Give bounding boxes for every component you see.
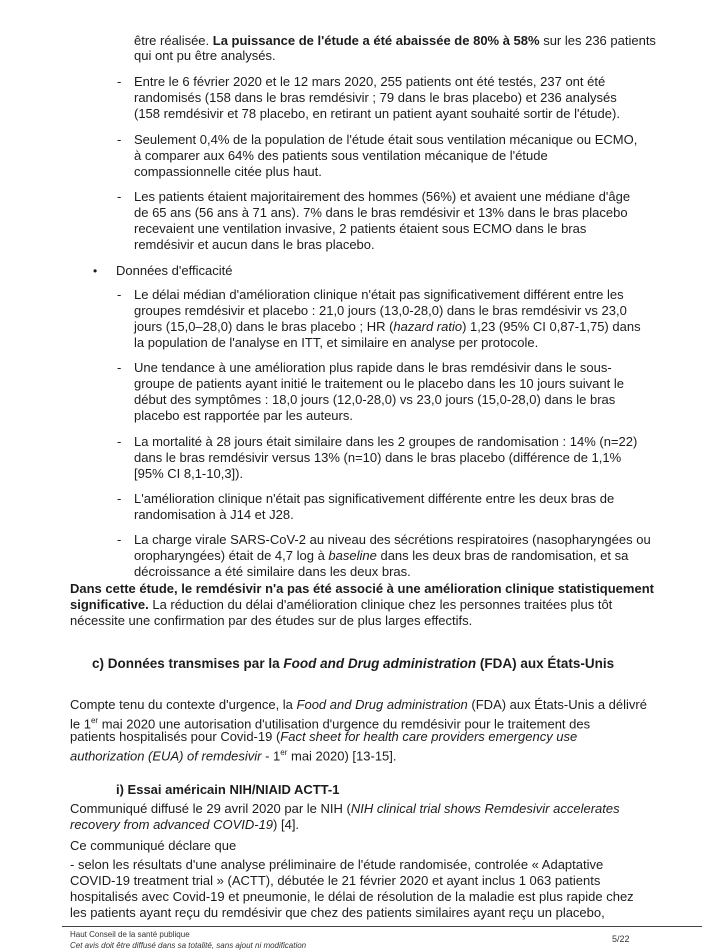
list-item-line: groupes remdésivir et placebo : 21,0 jours (13,0-28,0) dans le bras remdésivir vs 23,0 xyxy=(134,303,627,318)
italic-text-run: Fact sheet for health care providers emergency use xyxy=(280,729,578,744)
text-run: le 1 xyxy=(70,716,91,732)
conclusion-line xyxy=(70,597,612,613)
list-item-line: La mortalité à 28 jours était similaire dans les 2 groupes de randomisation : 14% (n=22) xyxy=(134,434,638,449)
list-item-line: La charge virale SARS-CoV-2 au niveau des sécrétions respiratoires (nasopharyngées ou xyxy=(134,532,651,547)
paragraph-line: hospitalisés avec Covid-19 et pneumonie, le délai de résolution de la maladie est plus rapide chez xyxy=(70,889,634,904)
list-item-line: Les patients étaient majoritairement des hommes (56%) et avaient une médiane d'âge xyxy=(134,189,631,204)
paragraph-line xyxy=(70,729,577,745)
text-run: ) [4]. xyxy=(273,817,300,832)
list-item-line xyxy=(134,319,641,335)
list-item-line: début des symptômes : 18,0 jours (12,0-28,0) vs 23,0 jours (15,0-28,0) dans le bras xyxy=(134,392,616,407)
paragraph-line xyxy=(134,33,656,49)
list-item-line: la population de l'analyse en ITT, et similaire en analyse per protocole. xyxy=(134,335,539,350)
text-run: ) 1,23 (95% CI 0,87-1,75) dans xyxy=(462,319,641,334)
section-bullet-heading: Données d'efficacité xyxy=(116,263,233,278)
dash-bullet: - xyxy=(117,74,122,89)
italic-text-run: NIH clinical trial shows Remdesivir accelerates xyxy=(350,801,620,816)
italic-text-run: hazard ratio xyxy=(393,319,463,334)
paragraph-line xyxy=(70,817,299,833)
conclusion-line: Dans cette étude, le remdésivir n'a pas été associé à une amélioration clinique statistiquement xyxy=(70,581,654,596)
list-item-line: [95% CI 8,1-10,3]). xyxy=(134,466,244,481)
list-item-line: recevaient une ventilation invasive, 2 patients étaient sous ECMO dans le bras xyxy=(134,221,587,236)
list-item-line: (158 remdésivir et 78 placebo, en retirant un patient ayant souhaité sortir de l'étude). xyxy=(134,106,620,121)
dash-bullet: - xyxy=(117,189,122,204)
list-item-line: compassionnelle citée plus haut. xyxy=(134,164,322,179)
subsection-heading: i) Essai américain NIH/NIAID ACTT-1 xyxy=(116,782,340,797)
text-run: patients hospitalisés pour Covid-19 ( xyxy=(70,729,281,744)
text-run: oropharyngées) était de 4,7 log à xyxy=(134,548,329,563)
dash-bullet: - xyxy=(117,434,122,449)
text-run: La réduction du délai d'amélioration clinique chez les personnes traitées plus tôt xyxy=(148,597,613,612)
italic-text-run: Food and Drug administration xyxy=(283,656,477,671)
italic-text-run: Food and Drug administration xyxy=(296,697,468,712)
list-item-line: de 65 ans (56 ans à 71 ans). 7% dans le bras remdésivir et 13% dans le bras placebo xyxy=(134,205,628,220)
paragraph-line xyxy=(70,745,397,764)
paragraph-line xyxy=(70,697,647,713)
page-number: 5/22 xyxy=(612,934,630,944)
text-run: mai 2020 une autorisation d'utilisation d'urgence du remdésivir pour le traitement des xyxy=(98,716,591,732)
text-run: c) Données transmises par la xyxy=(92,656,284,671)
footer-rule xyxy=(62,926,702,927)
list-item-line: Seulement 0,4% de la population de l'étude était sous ventilation mécanique ou ECMO, xyxy=(134,132,638,147)
dash-bullet: - xyxy=(117,287,122,302)
dash-bullet: - xyxy=(117,532,122,547)
paragraph-line: Ce communiqué déclare que xyxy=(70,838,237,853)
bullet-dot: • xyxy=(93,264,98,278)
text-run: (FDA) aux États-Unis a délivré xyxy=(467,697,647,712)
list-item-line: décroissance a été similaire dans les deux bras. xyxy=(134,564,411,579)
conclusion-line: nécessite une confirmation par des études sur de plus larges effectifs. xyxy=(70,613,473,628)
list-item-line: Entre le 6 février 2020 et le 12 mars 2020, 255 patients ont été testés, 237 ont été xyxy=(134,74,606,89)
paragraph-line xyxy=(70,801,620,817)
dash-bullet: - xyxy=(117,360,122,375)
italic-text-run: baseline xyxy=(328,548,377,563)
superscript: er xyxy=(280,748,288,757)
paragraph-line: COVID-19 treatment trial » (ACTT), débutée le 21 février 2020 et ayant inclus 1 063 patients xyxy=(70,873,601,888)
text-run: Compte tenu du contexte d'urgence, la xyxy=(70,697,297,712)
footer-line: Cet avis doit être diffusé dans sa totalité, sans ajout ni modification xyxy=(70,941,307,950)
bold-text-run: significative. xyxy=(70,597,149,612)
list-item-line: L'amélioration clinique n'était pas significativement différente entre les deux bras de xyxy=(134,491,615,506)
dash-bullet: - xyxy=(117,491,122,506)
text-run: dans les deux bras de randomisation, et sa xyxy=(376,548,629,563)
text-run: mai 2020) [13-15]. xyxy=(287,748,397,764)
superscript: er xyxy=(90,716,99,725)
list-item-line: placebo est rapportée par les auteurs. xyxy=(134,408,353,423)
footer-line: Haut Conseil de la santé publique xyxy=(70,930,190,939)
list-item-line: Le délai médian d'amélioration clinique n'était pas significativement différent entre les xyxy=(134,287,624,302)
paragraph-line: les patients ayant reçu du remdésivir que chez des patients similaires ayant reçu un placebo, xyxy=(70,905,605,920)
text-run: - 1 xyxy=(261,748,281,764)
bold-text-run: La puissance de l'étude a été abaissée de 80% à 58% xyxy=(212,33,540,48)
list-item-line: remdésivir et aucun dans le bras placebo. xyxy=(134,237,375,252)
text-run: sur les 236 patients xyxy=(539,33,656,48)
paragraph-line: - selon les résultats d'une analyse préliminaire de l'étude randomisée, controlée « Adaptative xyxy=(70,857,604,872)
list-item-line xyxy=(134,548,628,564)
paragraph-line: qui ont pu être analysés. xyxy=(134,48,276,63)
list-item-line: randomisés (158 dans le bras remdésivir ; 79 dans le bras placebo) et 236 analysés xyxy=(134,90,617,105)
list-item-line: Une tendance à une amélioration plus rapide dans le bras remdésivir dans le sous- xyxy=(134,360,612,375)
text-run: Communiqué diffusé le 29 avril 2020 par le NIH ( xyxy=(70,801,351,816)
list-item-line: randomisation à J14 et J28. xyxy=(134,507,294,522)
italic-text-run: recovery from advanced COVID-19 xyxy=(70,817,274,832)
text-run: (FDA) aux États-Unis xyxy=(476,656,615,671)
dash-bullet: - xyxy=(117,132,122,147)
italic-text-run: authorization (EUA) of remdesivir xyxy=(70,748,262,764)
list-item-line: dans le bras remdésivir versus 13% (n=10) dans le bras placebo (différence de 1,1% xyxy=(134,450,622,465)
text-run: jours (15,0–28,0) dans le bras placebo ; HR ( xyxy=(134,319,394,334)
section-heading xyxy=(92,655,614,672)
list-item-line: groupe de patients ayant initié le traitement ou le placebo dans les 10 jours suivant le xyxy=(134,376,624,391)
list-item-line: à comparer aux 64% des patients sous ventilation mécanique de l'étude xyxy=(134,148,548,163)
text-run: être réalisée. xyxy=(134,33,213,48)
